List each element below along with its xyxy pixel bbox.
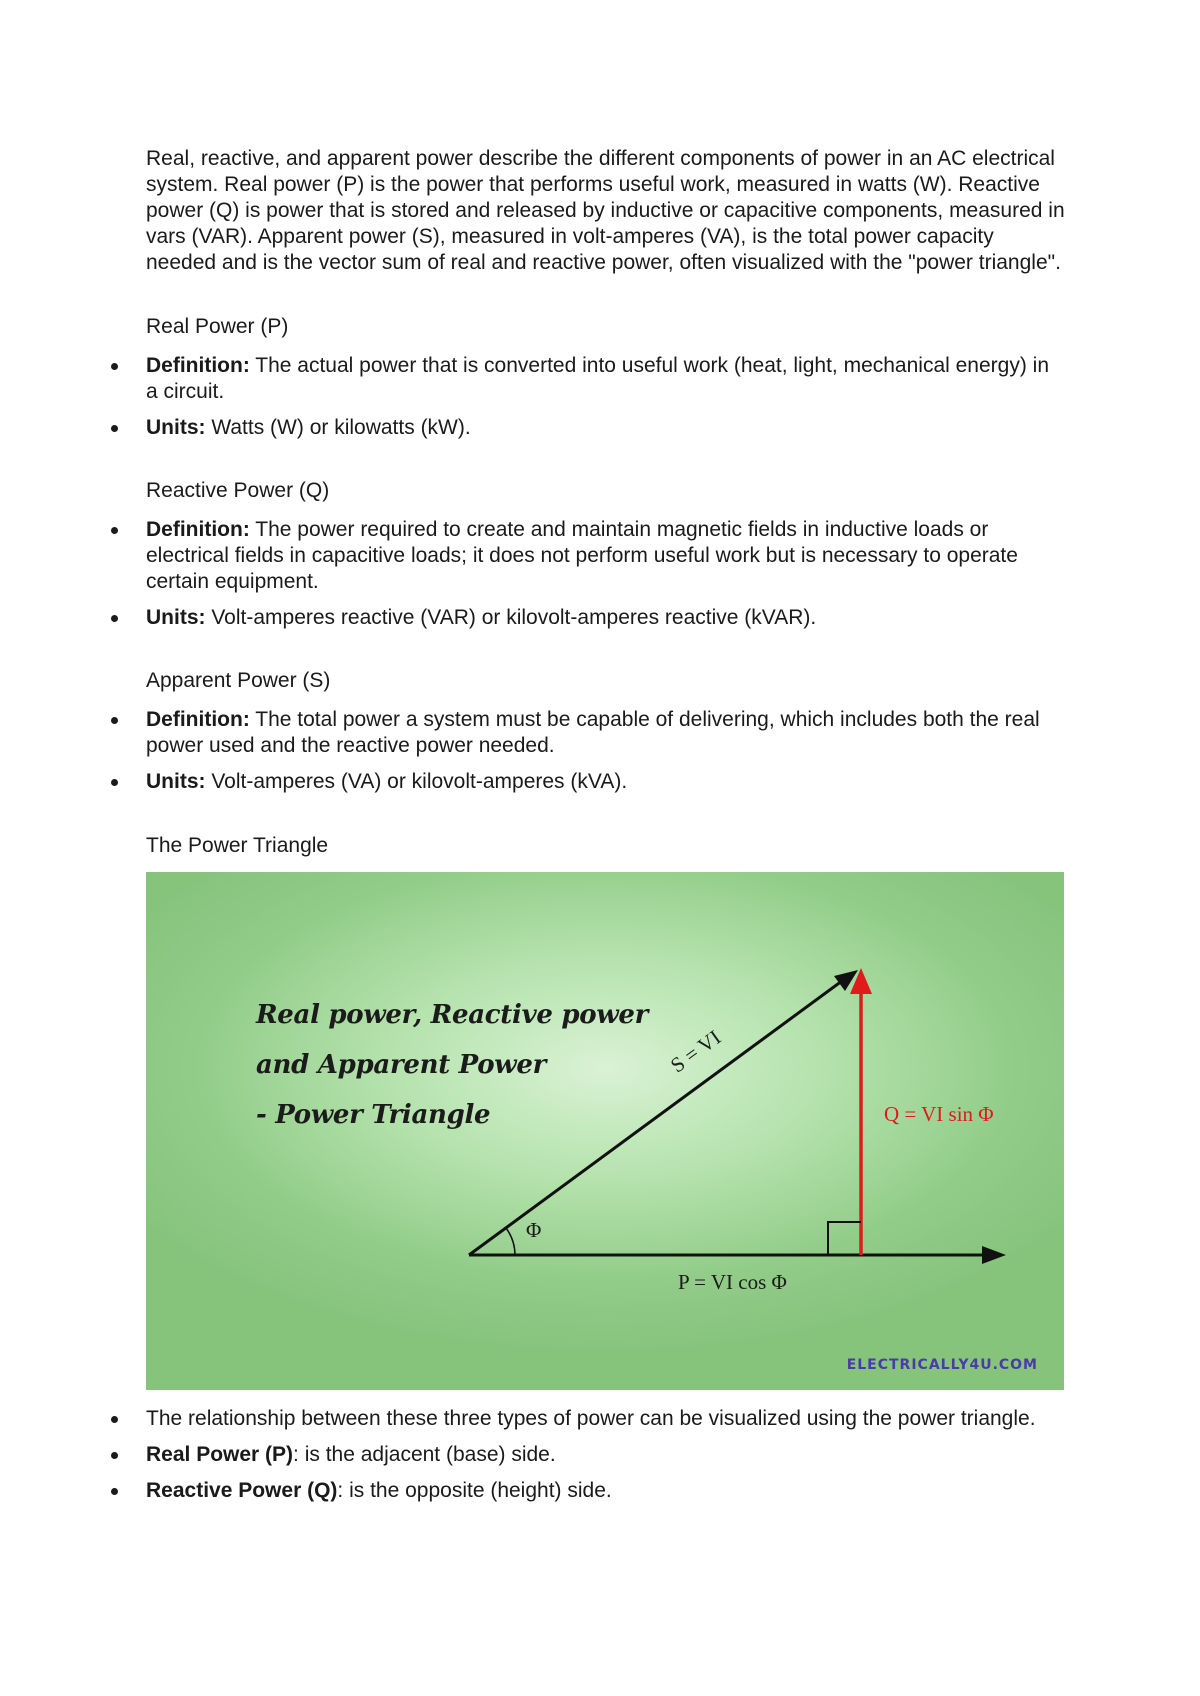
apparent-power-list xyxy=(146,707,1066,805)
power-triangle-figure xyxy=(146,872,1064,1390)
right-angle-marker xyxy=(828,1222,861,1255)
watermark: ELECTRICALLY4U.COM xyxy=(846,1357,1038,1373)
vertical-label: Q = VI sin Φ xyxy=(884,1102,994,1126)
hypotenuse-label: S = VI xyxy=(666,1025,726,1078)
list-item xyxy=(146,353,1066,405)
definition-text: The power required to create and maintain magnetic fields in inductive loads or electrical fields in capacitive loads; it does not perform useful work but is necessary to operate certain equipment. xyxy=(146,518,1018,593)
list-item xyxy=(146,517,1066,595)
list-item xyxy=(146,769,1066,795)
power-triangle-diagram xyxy=(146,872,1064,1390)
units-text: Watts (W) or kilowatts (kW). xyxy=(205,416,471,439)
units-label: Units: xyxy=(146,606,206,629)
bullet-text: : is the opposite (height) side. xyxy=(337,1479,612,1502)
units-label: Units: xyxy=(146,416,206,439)
power-triangle-list xyxy=(146,1406,1066,1514)
list-item xyxy=(146,1406,1066,1432)
list-item xyxy=(146,1478,1066,1504)
bullet-text: : is the adjacent (base) side. xyxy=(293,1443,556,1466)
bullet-label: Real Power (P) xyxy=(146,1443,294,1466)
reactive-power-heading: Reactive Power (Q) xyxy=(146,479,330,502)
angle-arc xyxy=(506,1228,515,1255)
figure-title-line3: - Power Triangle xyxy=(256,1100,491,1130)
definition-label: Definition: xyxy=(146,708,250,731)
list-item xyxy=(146,1442,1066,1468)
bullet-label: Reactive Power (Q) xyxy=(146,1479,338,1502)
units-text: Volt-amperes reactive (VAR) or kilovolt-amperes reactive (kVAR). xyxy=(205,606,817,629)
list-item xyxy=(146,415,1066,441)
list-item xyxy=(146,605,1066,631)
list-item xyxy=(146,707,1066,759)
figure-title-line1: Real power, Reactive power xyxy=(256,1000,649,1030)
definition-label: Definition: xyxy=(146,354,250,377)
units-label: Units: xyxy=(146,770,206,793)
figure-title-line2: and Apparent Power xyxy=(256,1050,546,1080)
apparent-power-heading: Apparent Power (S) xyxy=(146,669,331,692)
angle-label: Φ xyxy=(526,1218,542,1242)
bullet-text: The relationship between these three types of power can be visualized using the power triangle. xyxy=(146,1407,1036,1430)
real-power-list xyxy=(146,353,1066,451)
definition-label: Definition: xyxy=(146,518,250,541)
units-text: Volt-amperes (VA) or kilovolt-amperes (kVA). xyxy=(205,770,628,793)
base-label: P = VI cos Φ xyxy=(678,1270,787,1294)
intro-paragraph: Real, reactive, and apparent power describe the different components of power in an AC electrical system. Real power (P) is the power that performs useful work, measured in watts (W). Reactive power (Q) is power that is stored and released by inductive or capacitive components, measured in vars (VAR). Apparent power (S), measured in volt-amperes (VA), is the total power capacity needed and is the vector sum of real and reactive power, often visualized with the "power triangle". xyxy=(146,147,1065,274)
base-arrowhead xyxy=(982,1246,1006,1264)
real-power-heading: Real Power (P) xyxy=(146,315,289,338)
reactive-power-list xyxy=(146,517,1066,641)
definition-text: The actual power that is converted into useful work (heat, light, mechanical energy) in a circuit. xyxy=(146,354,1050,403)
definition-text: The total power a system must be capable of delivering, which includes both the real power used and the reactive power needed. xyxy=(146,708,1040,757)
power-triangle-heading: The Power Triangle xyxy=(146,834,329,857)
